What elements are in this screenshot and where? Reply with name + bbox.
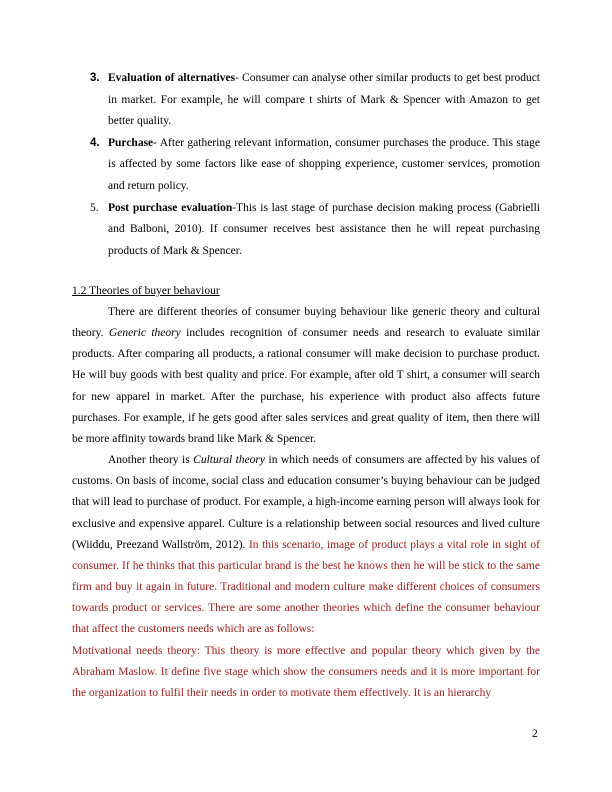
paragraph-generic-theory	[72, 302, 540, 450]
italic-term: Generic theory	[108, 327, 181, 340]
list-number: 4.	[90, 136, 100, 149]
paragraph-cultural-theory	[72, 450, 540, 640]
list-text: -This is last stage of purchase decision making process (Gabrielli and Balboni, 2010). If consumer receives best assistance then he will repeat purchasing products of Mark & Spencer.	[108, 201, 540, 257]
paragraph-text: includes recognition of consumer needs and research to evaluate similar products. After comparing all products, a rational consumer will make decision to purchase product. He will buy goods with best quality and price. For example, after old T shirt, a consumer will search for new apparel in market. After the purchase, his experience with product also affects future purchases. For example, if he gets good after sales services and great quality of item, then there will be more affinity towards brand like Mark & Spencer.	[72, 327, 540, 445]
highlighted-text: In this scenario, image of product plays a vital role in sight of consumer. If he thinks that this particular brand is the best he knows then he will be stick to the same firm and buy it again in future. Traditional and modern culture make different choices of consumers towards product or services. There are some another theories which define the consumer behaviour that affect the customers needs which are as follows:	[72, 538, 540, 636]
paragraph-text: Another theory is	[108, 454, 194, 467]
list-item	[72, 198, 540, 263]
list-text: - After gathering relevant information, consumer purchases the produce. This stage is affected by some factors like ease of shopping experience, customer services, promotion and return policy.	[108, 136, 540, 192]
list-item	[72, 68, 540, 133]
paragraph-text: There are different theories of consumer buying behaviour like generic theory and cultural theory.	[72, 306, 540, 340]
list-term: Post purchase evaluation	[108, 201, 233, 214]
list-item	[72, 133, 540, 198]
paragraph-motivational-theory: Motivational needs theory: This theory is more effective and popular theory which given by the Abraham Maslow. It define five stage which show the consumers needs and it is more important for the organization to fulfil their needs in order to motivate them effectively. It is an hierarchy	[72, 644, 540, 699]
italic-term: Cultural theory	[193, 454, 266, 467]
list-number: 3.	[90, 72, 100, 84]
section-body	[72, 302, 540, 704]
paragraph-text: in which needs of consumers are affected by his values of customs. On basis of income, social class and education consumer’s buying behaviour can be judged that will lead to purchase of product. For example, a high-income earning person will always look for exclusive and expensive apparel. Culture is a relationship between social resources and lived culture (Wiiddu, Preezand Wallström, 2012).	[72, 454, 540, 551]
list-term: Evaluation of alternatives	[108, 72, 236, 84]
page-number: 2	[532, 728, 538, 740]
list-text: - Consumer can analyse other similar products to get best product in market. For example, he will compare t shirts of Mark & Spencer with Amazon to get better quality.	[108, 72, 540, 128]
list-term: Purchase	[108, 136, 154, 149]
purchase-stages-list	[72, 68, 540, 262]
section-heading: 1.2 Theories of buyer behaviour	[72, 285, 220, 297]
list-number: 5.	[90, 201, 99, 214]
